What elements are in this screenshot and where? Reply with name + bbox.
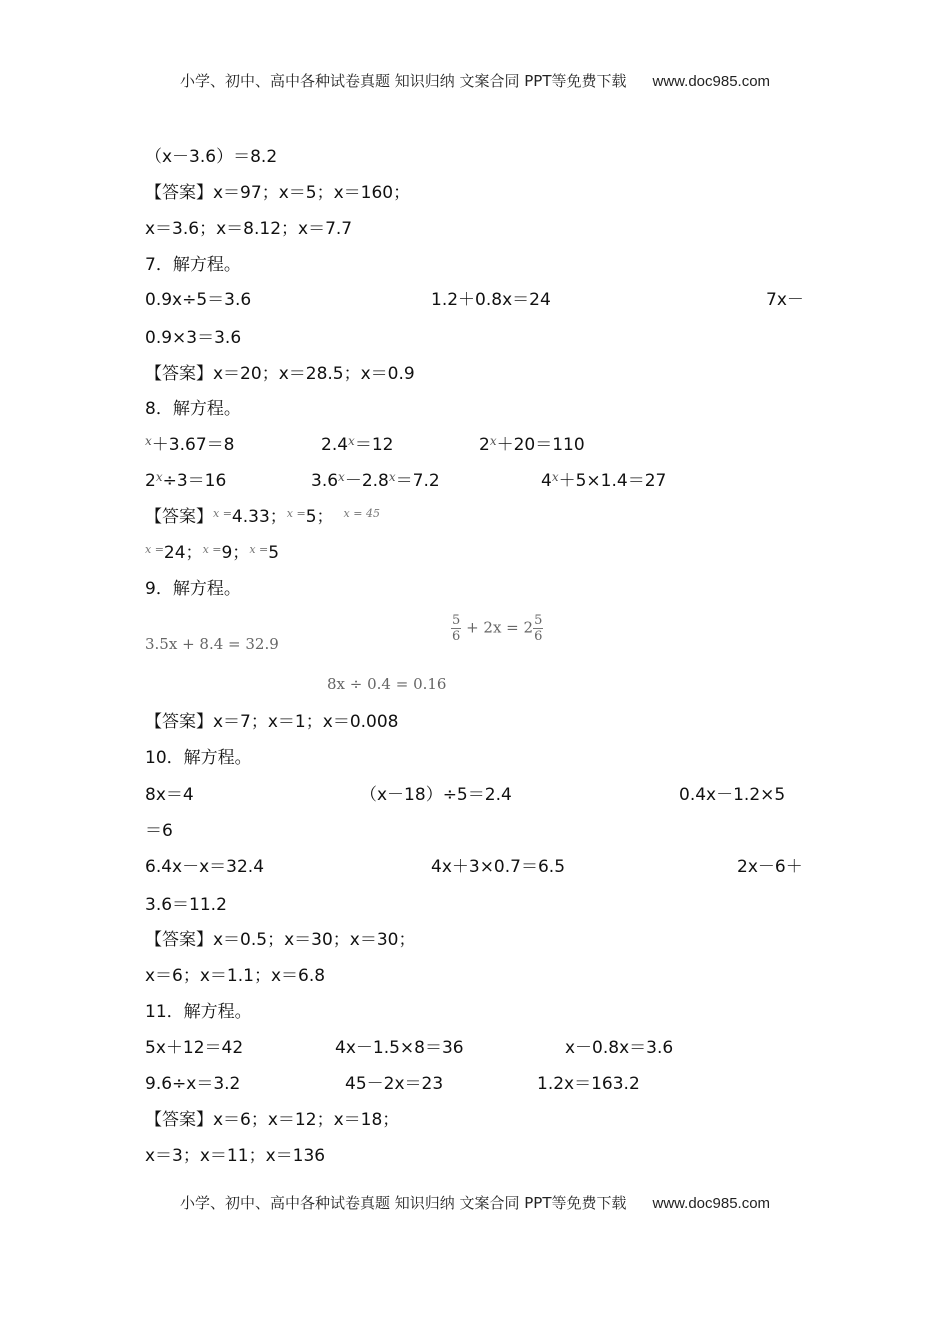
answer-line: 【答案】$^{x =}$4.33；$^{x =}$5； $^{x = 45}$	[145, 507, 380, 527]
var-x: x	[155, 470, 163, 484]
equation: 8x＝4	[145, 785, 194, 805]
answer-line: $^{x =}$24；$^{x =}$9；$^{x =}$5	[145, 543, 280, 563]
equation-image: 3.5x + 8.4 = 32.9	[145, 635, 279, 653]
question-heading: 8．解方程。	[145, 399, 241, 419]
equation: 1.2x＝163.2	[537, 1074, 640, 1094]
equation: 1.2＋0.8x＝24	[431, 290, 551, 310]
equation: 0.4x－1.2×5	[679, 785, 786, 805]
var-x: x	[145, 434, 152, 448]
equation: 9.6÷x＝3.2	[145, 1074, 241, 1094]
equation-image: 8x ÷ 0.4 = 0.16	[327, 675, 447, 693]
equation: （x－18）÷5＝2.4	[360, 785, 512, 805]
text-line: （x－3.6）＝8.2	[145, 147, 278, 167]
question-heading: 9．解方程。	[145, 579, 241, 599]
equation: 5x＋12＝42	[145, 1038, 244, 1058]
page-footer	[0, 1192, 950, 1213]
equation: 45－2x＝23	[345, 1074, 444, 1094]
page-header	[0, 70, 950, 91]
question-heading: 10．解方程。	[145, 748, 252, 768]
equation: 6.4x－x＝32.4	[145, 857, 265, 877]
answer-line: 【答案】x＝20；x＝28.5；x＝0.9	[145, 364, 415, 384]
equation: $3.6^x-2.8^x=7.2$	[311, 470, 440, 491]
answer-line: 【答案】x＝6；x＝12；x＝18；	[145, 1110, 400, 1130]
var-x: x	[348, 434, 355, 448]
var-x: x	[551, 470, 559, 484]
header-text: 小学、初中、高中各种试卷真题 知识归纳 文案合同 PPT等免费下载	[179, 72, 627, 90]
equation: 0.9x÷5＝3.6	[145, 290, 252, 310]
equation: $2^x\div 3=16$	[145, 470, 227, 491]
answer-line: x＝3.6；x＝8.12；x＝7.7	[145, 219, 353, 239]
footer-site: www.doc985.com	[652, 1195, 771, 1212]
answer-line: 【答案】x＝0.5；x＝30；x＝30；	[145, 930, 416, 950]
equation: x－0.8x＝3.6	[565, 1038, 674, 1058]
answer-line: 【答案】x＝7；x＝1；x＝0.008	[145, 712, 399, 732]
equation: 7x－	[766, 290, 804, 310]
var-x: x	[388, 470, 396, 484]
equation: $2^x+20=110$	[479, 434, 585, 455]
var-x: x	[489, 434, 497, 448]
equation-image: $\frac{5}{6}$ + 2x = 2 $\frac{5}{6}$	[452, 613, 543, 644]
equation: 2x－6＋	[737, 857, 803, 877]
answer-line: 【答案】x＝97；x＝5；x＝160；	[145, 183, 411, 203]
equation: 0.9×3＝3.6	[145, 328, 242, 348]
question-heading: 7．解方程。	[145, 255, 241, 275]
equation: $^x$＋3.67＝8	[145, 434, 235, 455]
equation: 4x＋3×0.7＝6.5	[431, 857, 566, 877]
footer-text: 小学、初中、高中各种试卷真题 知识归纳 文案合同 PPT等免费下载	[179, 1194, 627, 1212]
equation: 4x－1.5×8＝36	[335, 1038, 464, 1058]
var-x: x	[338, 470, 345, 484]
answer-line: x＝3；x＝11；x＝136	[145, 1146, 326, 1166]
equation: $2.4^x=12$	[321, 434, 394, 455]
answer-line: x＝6；x＝1.1；x＝6.8	[145, 966, 326, 986]
header-site: www.doc985.com	[652, 73, 771, 90]
equation: 3.6＝11.2	[145, 895, 227, 915]
equation: $4^x+5\times 1.4=27$	[541, 470, 667, 491]
equation: ＝6	[145, 821, 173, 841]
question-heading: 11．解方程。	[145, 1002, 252, 1022]
